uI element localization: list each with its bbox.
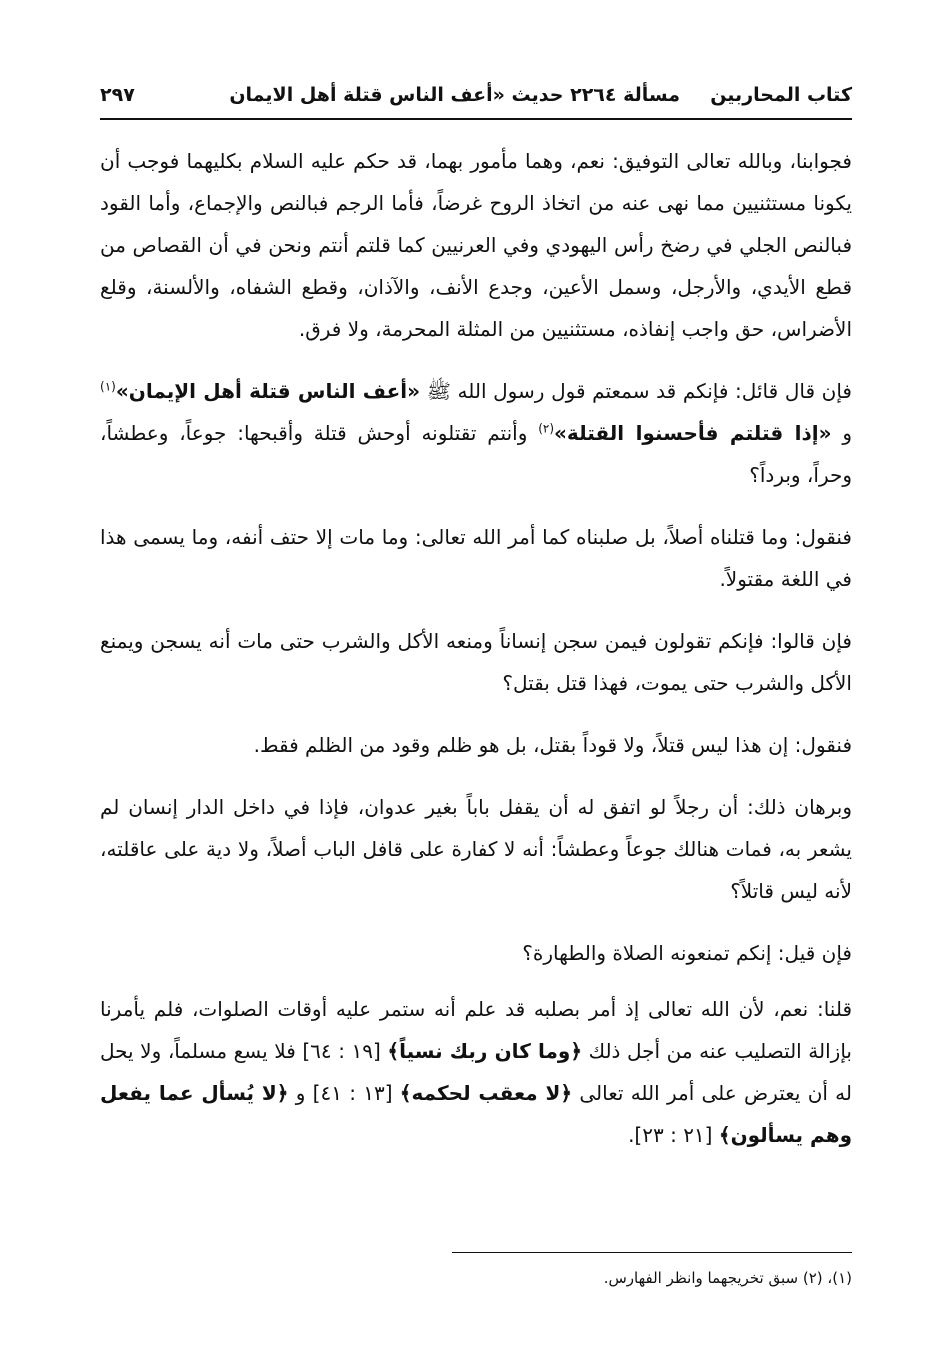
paragraph bbox=[100, 988, 852, 1156]
quran-quote: ﴿لا يُسأل عما يفعل وهم يسألون﴾ bbox=[100, 1081, 852, 1147]
footnote-divider bbox=[452, 1252, 852, 1253]
paragraph-text: فإن قال قائل: فإنكم قد سمعتم قول رسول الله ﷺ bbox=[420, 379, 852, 403]
paragraph-text: وأنتم تقتلونه أوحش قتلة وأقبحها: جوعاً، وعطشاً، وحراً، وبرداً؟ bbox=[100, 421, 852, 487]
quran-quote: ﴿وما كان ربك نسياً﴾ bbox=[387, 1039, 583, 1063]
issue-title: مسألة ٢٢٦٤ حديث «أعف الناس قتلة أهل الايمان bbox=[229, 84, 680, 106]
paragraph: فنقول: وما قتلناه أصلاً، بل صلبناه كما أمر الله تعالى: وما مات إلا حتف أنفه، وما يسمى هذا في اللغة مقتولاً. bbox=[100, 525, 852, 591]
paragraph-text: [١٣ : ٤١] و bbox=[288, 1081, 400, 1105]
paragraph-text: قلنا: نعم، لأن الله تعالى إذ أمر بصلبه قد علم أنه ستمر عليه أوقات الصلوات، فلم يأمرنا بإزالة التصليب عنه من أجل ذلك bbox=[100, 997, 852, 1063]
page-header bbox=[100, 78, 852, 114]
quran-quote: ﴿لا معقب لحكمه﴾ bbox=[399, 1081, 573, 1105]
paragraph-text: [٢١ : ٢٣]. bbox=[628, 1123, 719, 1147]
hadith-quote: «أعف الناس قتلة أهل الإيمان» bbox=[115, 379, 421, 403]
header-divider bbox=[100, 118, 852, 120]
paragraph: فنقول: إن هذا ليس قتلاً، ولا قوداً بقتل، بل هو ظلم وقود من الظلم فقط. bbox=[253, 733, 852, 757]
paragraph: فجوابنا، وبالله تعالى التوفيق: نعم، وهما مأمور بهما، قد حكم عليه السلام بكليهما فوجب أن يكونا مستثنيين مما نهى عنه من اتخاذ الروح غرضاً، فأما الرجم فبالنص والإجماع، وأما القود فبالنص الجلي في رضخ رأس اليهودي وفي العرنيين كما قلتم أنتم ونحن في أن القصاص من قطع الأيدي، والأرجل، وسمل الأعين، وجدع الأنف، والآذان، وقطع الشفاه، والألسنة، وقلع الأضراس، حق واجب إنفاذه، مستثنيين من المثلة المحرمة، ولا فرق. bbox=[100, 149, 852, 341]
book-title: كتاب المحاربين bbox=[710, 84, 852, 106]
page-number: ٢٩٧ bbox=[100, 84, 135, 106]
main-text bbox=[100, 140, 852, 1176]
paragraph bbox=[100, 370, 852, 496]
paragraph-text: [١٩ : ٦٤] فلا يسع مسلماً، ولا يحل له أن يعترض على أمر الله تعالى bbox=[100, 1039, 852, 1105]
paragraph: فإن قالوا: فإنكم تقولون فيمن سجن إنساناً ومنعه الأكل والشرب حتى مات أنه يسجن ويمنع الأكل والشرب حتى يموت، فهذا قتل بقتل؟ bbox=[100, 629, 852, 695]
footnote: (١)، (٢) سبق تخريجهما وانظر الفهارس. bbox=[603, 1269, 852, 1287]
hadith-quote: «إذا قتلتم فأحسنوا القتلة» bbox=[554, 421, 832, 445]
footnote-marker: (١) bbox=[100, 379, 116, 394]
paragraph-text: و bbox=[831, 421, 853, 445]
footnote-marker: (٢) bbox=[538, 421, 555, 436]
paragraph: فإن قيل: إنكم تمنعونه الصلاة والطهارة؟ bbox=[522, 941, 852, 965]
paragraph: وبرهان ذلك: أن رجلاً لو اتفق له أن يقفل باباً بغير عدوان، فإذا في داخل الدار إنسان لم يشعر به، فمات هنالك جوعاً وعطشاً: أنه لا كفارة على قافل الباب أصلاً، ولا دية على عاقلته، لأنه ليس قاتلاً؟ bbox=[100, 795, 852, 903]
